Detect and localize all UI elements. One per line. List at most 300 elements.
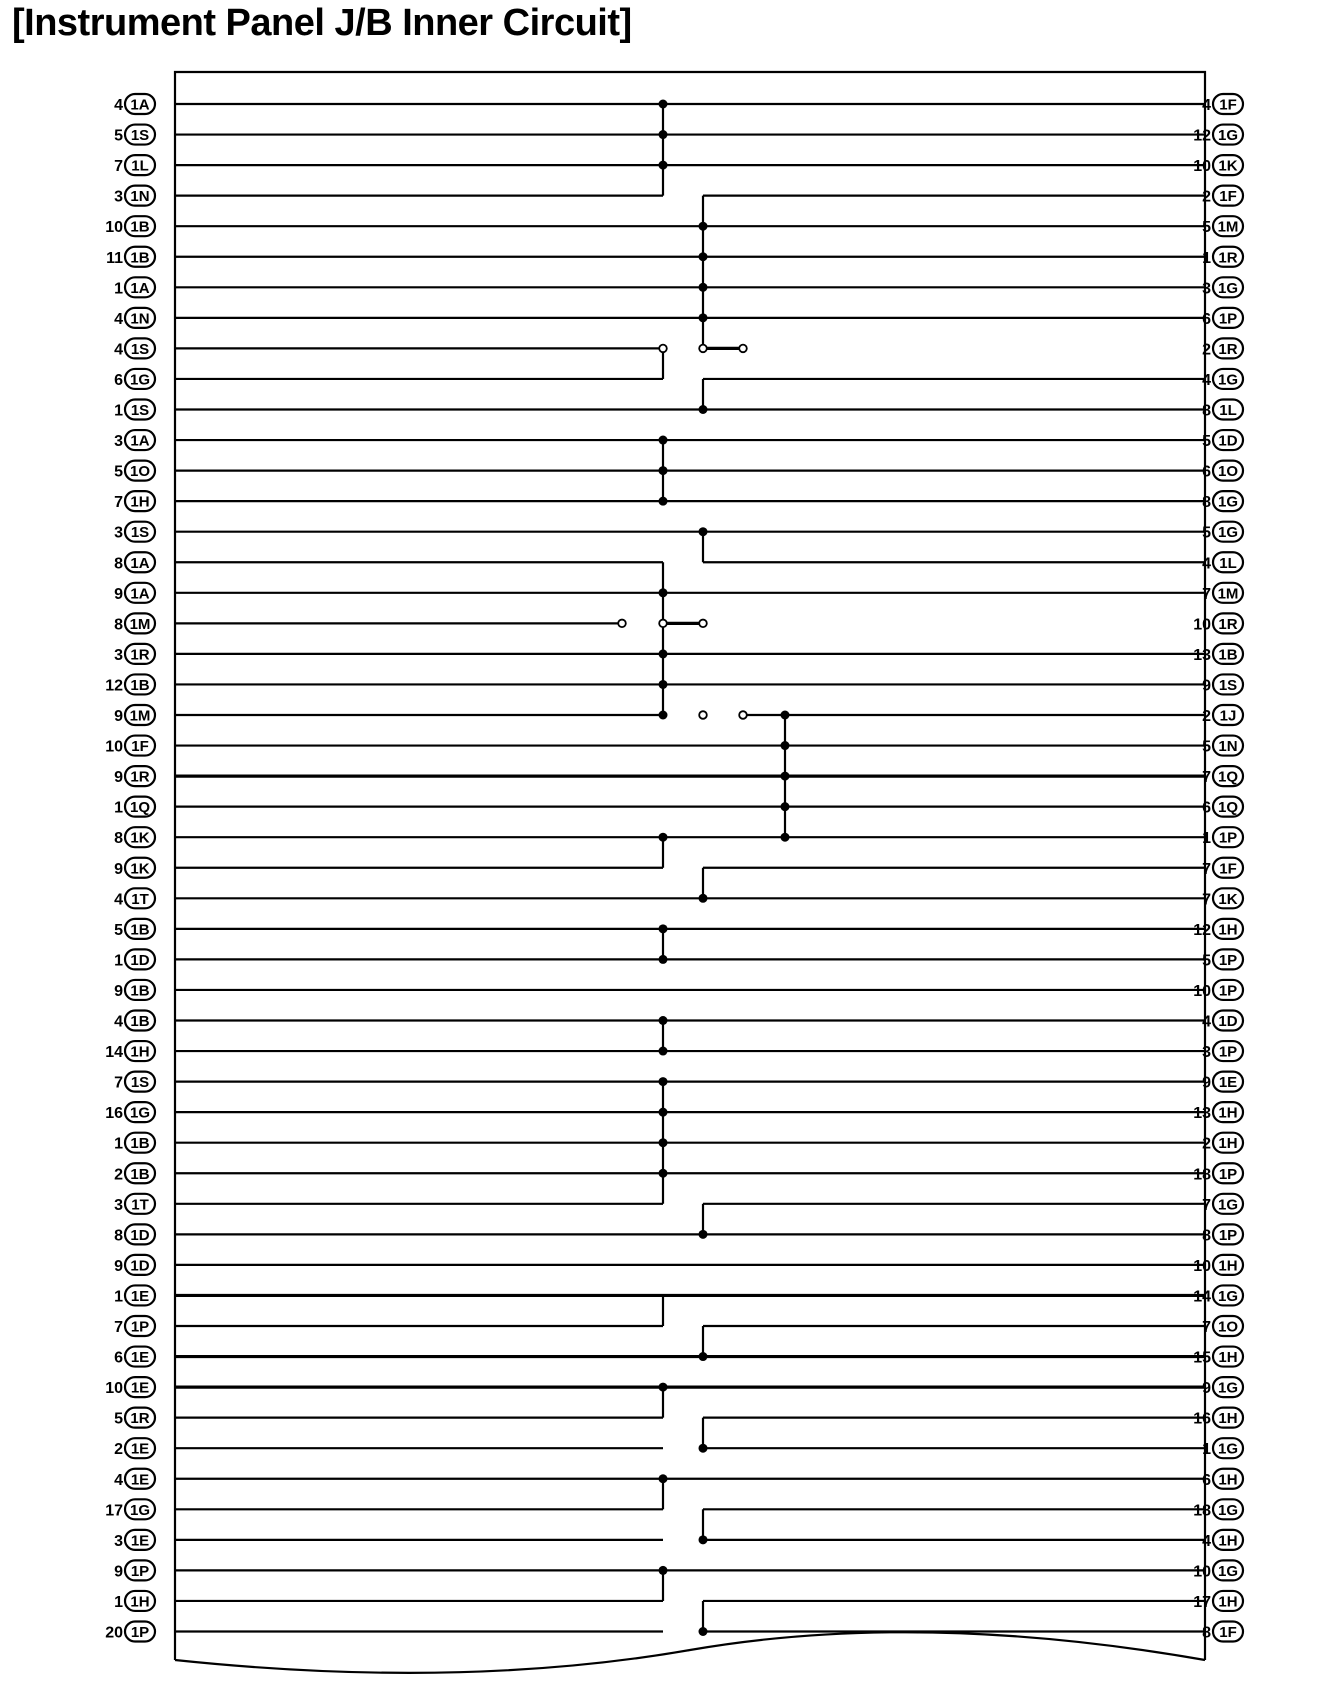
pin-number: 7 bbox=[1202, 891, 1211, 909]
connector-code: 1B bbox=[130, 676, 150, 694]
connector-code: 1G bbox=[1217, 493, 1239, 511]
pin-number: 9 bbox=[1202, 1380, 1211, 1398]
left-terminal bbox=[114, 400, 155, 420]
connector-code: 1K bbox=[130, 860, 150, 878]
right-terminal bbox=[1202, 491, 1243, 511]
pin-number: 1 bbox=[114, 1288, 123, 1306]
connector-code: 1H bbox=[1218, 921, 1238, 939]
connector-code: 1F bbox=[1219, 188, 1237, 206]
right-terminal bbox=[1202, 552, 1243, 572]
junction-dot bbox=[659, 1108, 668, 1117]
pin-number: 9 bbox=[114, 982, 123, 1000]
left-terminal bbox=[114, 949, 155, 969]
pin-number: 2 bbox=[1202, 188, 1211, 206]
left-terminal bbox=[114, 583, 155, 603]
junction-dot bbox=[781, 741, 790, 750]
right-terminal bbox=[1193, 1560, 1243, 1580]
connector-code: 1R bbox=[1218, 249, 1238, 267]
junction-dot bbox=[659, 1016, 668, 1025]
connector-code: 1H bbox=[1218, 1471, 1238, 1489]
left-terminal bbox=[114, 1347, 155, 1367]
connector-code: 1P bbox=[1218, 951, 1238, 969]
pin-number: 8 bbox=[114, 555, 123, 573]
connector-code: 1R bbox=[130, 768, 150, 786]
connector-code: 1B bbox=[130, 249, 150, 267]
connector-code: 1T bbox=[131, 1196, 149, 1214]
pin-number: 7 bbox=[114, 158, 123, 176]
pin-number: 13 bbox=[1193, 646, 1211, 664]
open-junction bbox=[618, 620, 626, 628]
connector-code: 1P bbox=[1218, 310, 1238, 328]
right-terminal bbox=[1202, 705, 1243, 725]
right-terminal bbox=[1202, 1438, 1243, 1458]
connector-code: 1E bbox=[130, 1349, 150, 1367]
connector-code: 1E bbox=[130, 1440, 150, 1458]
left-terminal bbox=[114, 1011, 155, 1031]
connector-code: 1S bbox=[130, 402, 150, 419]
left-terminal bbox=[114, 705, 155, 725]
open-junction bbox=[699, 345, 707, 353]
connector-code: 1F bbox=[1219, 96, 1237, 114]
connector-code: 1O bbox=[129, 463, 151, 481]
connector-code: 1J bbox=[1219, 707, 1237, 725]
right-terminal bbox=[1202, 736, 1243, 756]
left-terminal bbox=[114, 522, 155, 542]
left-terminal bbox=[114, 1224, 155, 1244]
connector-code: 1G bbox=[129, 1501, 151, 1519]
pin-number: 14 bbox=[1193, 1288, 1211, 1306]
pin-number: 1 bbox=[1202, 249, 1211, 267]
right-terminal bbox=[1193, 613, 1243, 633]
left-terminal bbox=[105, 736, 155, 756]
pin-number: 5 bbox=[1202, 952, 1211, 970]
junction-dot bbox=[659, 1138, 668, 1147]
left-terminal bbox=[114, 919, 155, 939]
right-terminal bbox=[1202, 338, 1243, 358]
junction-dot bbox=[699, 283, 708, 292]
connector-code: 1F bbox=[1219, 1624, 1237, 1641]
connector-code: 1B bbox=[1218, 646, 1238, 664]
junction-dot bbox=[659, 680, 668, 689]
pin-number: 6 bbox=[114, 371, 123, 389]
right-terminal bbox=[1193, 919, 1243, 939]
pin-number: 6 bbox=[114, 1349, 123, 1367]
right-terminal bbox=[1202, 186, 1243, 206]
right-terminal bbox=[1202, 1041, 1243, 1061]
connector-code: 1G bbox=[1217, 1440, 1239, 1458]
left-terminal bbox=[114, 613, 155, 633]
junction-dot bbox=[659, 1474, 668, 1483]
pin-number: 7 bbox=[1202, 860, 1211, 878]
connector-code: 1G bbox=[1217, 127, 1239, 145]
junction-dot bbox=[699, 313, 708, 322]
pin-number: 4 bbox=[114, 97, 123, 114]
left-terminal bbox=[114, 980, 155, 1000]
connector-code: 1E bbox=[130, 1532, 150, 1550]
connector-code: 1B bbox=[130, 921, 150, 939]
connector-code: 1H bbox=[130, 493, 150, 511]
connector-code: 1N bbox=[1218, 738, 1238, 756]
junction-dot bbox=[659, 1169, 668, 1178]
right-terminal bbox=[1202, 949, 1243, 969]
left-terminal bbox=[106, 247, 155, 267]
right-terminal bbox=[1202, 1072, 1243, 1092]
left-terminal-column bbox=[105, 94, 155, 1642]
pin-number: 1 bbox=[114, 952, 123, 970]
pin-number: 9 bbox=[114, 860, 123, 878]
left-terminal bbox=[105, 1102, 155, 1122]
right-terminal bbox=[1193, 1102, 1243, 1122]
junction-block-frame bbox=[175, 72, 1205, 1673]
connector-code: 1D bbox=[130, 1226, 150, 1244]
connector-code: 1S bbox=[130, 127, 150, 145]
pin-number: 15 bbox=[1193, 1349, 1211, 1367]
left-terminal bbox=[114, 1316, 155, 1336]
junction-dot bbox=[659, 924, 668, 933]
right-terminal bbox=[1202, 1224, 1243, 1244]
connector-code: 1R bbox=[1218, 615, 1238, 633]
pin-number: 8 bbox=[114, 830, 123, 848]
left-terminal bbox=[114, 94, 155, 114]
right-terminal bbox=[1193, 1408, 1243, 1428]
pin-number: 5 bbox=[114, 463, 123, 481]
diagram-title: [Instrument Panel J/B Inner Circuit] bbox=[12, 2, 632, 44]
pin-number: 1 bbox=[114, 280, 123, 298]
left-terminal bbox=[114, 277, 155, 297]
pin-number: 10 bbox=[105, 1380, 123, 1398]
pin-number: 1 bbox=[114, 799, 123, 817]
pin-number: 16 bbox=[1193, 1410, 1211, 1428]
junction-dot bbox=[699, 527, 708, 536]
pin-number: 8 bbox=[1202, 402, 1211, 420]
junction-dot bbox=[699, 894, 708, 903]
right-terminal bbox=[1202, 827, 1243, 847]
pin-number: 17 bbox=[1193, 1593, 1211, 1611]
pin-number: 6 bbox=[1202, 310, 1211, 328]
connector-code: 1Q bbox=[1217, 799, 1239, 817]
pin-number: 6 bbox=[1202, 799, 1211, 817]
connector-code: 1H bbox=[130, 1043, 150, 1061]
connector-code: 1Q bbox=[129, 799, 151, 817]
right-terminal bbox=[1202, 1133, 1243, 1153]
connector-code: 1K bbox=[1218, 157, 1238, 175]
connector-code: 1D bbox=[1218, 1013, 1238, 1030]
connector-code: 1O bbox=[1217, 1318, 1239, 1336]
right-terminal bbox=[1193, 155, 1243, 175]
left-terminal bbox=[105, 1377, 155, 1397]
pin-number: 14 bbox=[105, 1044, 123, 1062]
left-terminal bbox=[114, 1194, 155, 1214]
open-junction bbox=[739, 711, 747, 719]
pin-number: 4 bbox=[1202, 97, 1211, 114]
left-terminal bbox=[114, 125, 155, 145]
right-terminal bbox=[1202, 888, 1243, 908]
connector-code: 1N bbox=[130, 310, 150, 328]
connector-code: 1M bbox=[1217, 585, 1239, 603]
junction-dot bbox=[781, 802, 790, 811]
pin-number: 5 bbox=[1202, 738, 1211, 756]
pin-number: 5 bbox=[1202, 524, 1211, 542]
connector-code: 1H bbox=[1218, 1135, 1238, 1153]
left-terminal bbox=[105, 1499, 155, 1519]
pin-number: 10 bbox=[105, 219, 123, 237]
left-terminal bbox=[114, 491, 155, 511]
pin-number: 10 bbox=[1193, 1257, 1211, 1275]
left-terminal bbox=[114, 1591, 155, 1611]
connector-code: 1P bbox=[1218, 829, 1238, 847]
pin-number: 4 bbox=[1202, 1532, 1211, 1550]
pin-number: 1 bbox=[114, 402, 123, 420]
connector-code: 1G bbox=[129, 1104, 151, 1122]
left-terminal bbox=[114, 1560, 155, 1580]
pin-number: 9 bbox=[1202, 1074, 1211, 1092]
connector-code: 1H bbox=[1218, 1349, 1238, 1367]
pin-number: 4 bbox=[114, 1471, 123, 1489]
left-terminal bbox=[114, 552, 155, 572]
pin-number: 5 bbox=[1202, 433, 1211, 451]
pin-number: 1 bbox=[1202, 830, 1211, 848]
right-terminal bbox=[1202, 1194, 1243, 1214]
right-terminal bbox=[1193, 1285, 1243, 1305]
pin-number: 7 bbox=[114, 1074, 123, 1092]
pin-number: 4 bbox=[114, 891, 123, 909]
pin-number: 9 bbox=[114, 1257, 123, 1275]
connector-code: 1T bbox=[131, 890, 149, 908]
pin-number: 17 bbox=[105, 1502, 123, 1520]
open-junction bbox=[659, 620, 667, 628]
connector-code: 1B bbox=[130, 218, 150, 236]
right-terminal bbox=[1202, 369, 1243, 389]
pin-number: 8 bbox=[1202, 1227, 1211, 1245]
pin-number: 3 bbox=[1202, 280, 1211, 298]
connector-code: 1L bbox=[1219, 554, 1237, 572]
junction-dot bbox=[699, 405, 708, 414]
pin-number: 3 bbox=[114, 433, 123, 451]
right-terminal bbox=[1193, 980, 1243, 1000]
connector-code: 1B bbox=[130, 982, 150, 1000]
connector-code: 1G bbox=[1217, 371, 1239, 389]
junction-dot bbox=[659, 466, 668, 475]
left-terminal bbox=[114, 1255, 155, 1275]
junction-dot bbox=[659, 436, 668, 445]
connector-code: 1P bbox=[1218, 1043, 1238, 1061]
left-terminal bbox=[114, 1285, 155, 1305]
connector-code: 1G bbox=[129, 371, 151, 389]
connector-code: 1M bbox=[1217, 218, 1239, 236]
connector-code: 1P bbox=[1218, 1165, 1238, 1183]
left-terminal bbox=[114, 1469, 155, 1489]
connector-code: 1D bbox=[130, 951, 150, 969]
left-terminal bbox=[114, 1133, 155, 1153]
left-terminal bbox=[105, 216, 155, 236]
right-terminal bbox=[1202, 1316, 1243, 1336]
connector-code: 1S bbox=[130, 340, 150, 358]
connector-code: 1A bbox=[130, 585, 150, 603]
pin-number: 6 bbox=[1202, 1471, 1211, 1489]
pin-number: 2 bbox=[1202, 708, 1211, 725]
junction-dot bbox=[659, 711, 668, 720]
pin-number: 12 bbox=[1193, 921, 1211, 939]
connector-code: 1H bbox=[1218, 1257, 1238, 1275]
left-terminal bbox=[114, 766, 155, 786]
connector-code: 1H bbox=[1218, 1410, 1238, 1428]
junction-dot bbox=[699, 1352, 708, 1361]
left-terminal bbox=[114, 369, 155, 389]
connector-code: 1A bbox=[130, 96, 150, 114]
right-terminal bbox=[1193, 1255, 1243, 1275]
connector-code: 1A bbox=[130, 279, 150, 297]
connector-code: 1P bbox=[130, 1562, 150, 1580]
left-terminal bbox=[114, 858, 155, 878]
pin-number: 4 bbox=[114, 1013, 123, 1031]
right-terminal bbox=[1202, 797, 1243, 817]
left-terminal bbox=[114, 461, 155, 481]
right-terminal bbox=[1202, 461, 1243, 481]
pin-number: 5 bbox=[114, 921, 123, 939]
pin-number: 20 bbox=[105, 1624, 123, 1642]
connector-code: 1P bbox=[1218, 1226, 1238, 1244]
connector-code: 1K bbox=[130, 829, 150, 847]
pin-number: 9 bbox=[1202, 677, 1211, 695]
right-terminal bbox=[1202, 766, 1243, 786]
pin-number: 4 bbox=[1202, 371, 1211, 389]
junction-dot bbox=[699, 1627, 708, 1636]
junction-dot bbox=[781, 772, 790, 781]
connector-code: 1H bbox=[1218, 1593, 1238, 1611]
left-terminal bbox=[114, 186, 155, 206]
pin-number: 4 bbox=[114, 310, 123, 328]
connector-code: 1E bbox=[130, 1379, 150, 1397]
pin-number: 9 bbox=[114, 708, 123, 725]
junction-dot bbox=[781, 711, 790, 720]
junction-dot bbox=[659, 588, 668, 597]
connector-code: 1G bbox=[1217, 1562, 1239, 1580]
connector-code: 1H bbox=[1218, 1104, 1238, 1122]
pin-number: 2 bbox=[1202, 341, 1211, 359]
junction-dot bbox=[659, 833, 668, 842]
connector-code: 1R bbox=[1218, 340, 1238, 358]
pin-number: 1 bbox=[114, 1135, 123, 1153]
connector-code: 1E bbox=[130, 1287, 150, 1305]
connector-code: 1S bbox=[130, 524, 150, 542]
connector-code: 1B bbox=[130, 1135, 150, 1153]
connector-code: 1L bbox=[131, 157, 149, 175]
junction-dot bbox=[699, 1444, 708, 1453]
open-junction bbox=[699, 711, 707, 719]
pin-number: 8 bbox=[114, 1227, 123, 1245]
pin-number: 4 bbox=[1202, 1013, 1211, 1031]
junction-dot bbox=[699, 1230, 708, 1239]
pin-number: 5 bbox=[1202, 219, 1211, 237]
pin-number: 7 bbox=[1202, 585, 1211, 603]
frame-bottom-break bbox=[175, 1632, 1205, 1673]
connector-code: 1P bbox=[130, 1624, 150, 1641]
connector-code: 1G bbox=[1217, 1379, 1239, 1397]
right-terminal bbox=[1193, 1499, 1243, 1519]
pin-number: 9 bbox=[114, 769, 123, 787]
circuit-wires bbox=[175, 104, 1205, 1632]
pin-number: 7 bbox=[114, 1319, 123, 1336]
connector-code: 1M bbox=[129, 707, 151, 725]
right-terminal bbox=[1202, 858, 1243, 878]
junction-dot bbox=[659, 100, 668, 109]
pin-number: 10 bbox=[1193, 1563, 1211, 1581]
right-terminal bbox=[1193, 644, 1243, 664]
left-terminal bbox=[114, 888, 155, 908]
left-terminal bbox=[114, 644, 155, 664]
pin-number: 1 bbox=[114, 1593, 123, 1611]
right-terminal bbox=[1202, 1469, 1243, 1489]
connector-code: 1H bbox=[130, 1593, 150, 1611]
left-terminal bbox=[105, 1041, 155, 1061]
right-terminal bbox=[1202, 308, 1243, 328]
pin-number: 7 bbox=[1202, 1319, 1211, 1336]
right-terminal bbox=[1202, 400, 1243, 420]
pin-number: 9 bbox=[114, 1563, 123, 1581]
pin-number: 10 bbox=[1193, 616, 1211, 634]
left-terminal bbox=[114, 827, 155, 847]
left-terminal bbox=[114, 1408, 155, 1428]
junction-dot bbox=[659, 1077, 668, 1086]
open-junction bbox=[739, 345, 747, 353]
junction-dot bbox=[659, 130, 668, 139]
connector-code: 1K bbox=[1218, 890, 1238, 908]
connector-code: 1G bbox=[1217, 1196, 1239, 1214]
pin-number: 7 bbox=[1202, 1196, 1211, 1214]
pin-number: 3 bbox=[114, 1196, 123, 1214]
pin-number: 3 bbox=[114, 646, 123, 664]
connector-code: 1G bbox=[1217, 524, 1239, 542]
pin-number: 1 bbox=[1202, 1441, 1211, 1459]
pin-number: 3 bbox=[114, 188, 123, 206]
right-terminal bbox=[1202, 216, 1243, 236]
pin-number: 10 bbox=[1193, 982, 1211, 1000]
left-terminal bbox=[114, 1530, 155, 1550]
connector-code: 1G bbox=[1217, 1287, 1239, 1305]
connector-code: 1E bbox=[130, 1471, 150, 1489]
pin-number: 8 bbox=[1202, 1624, 1211, 1642]
left-terminal bbox=[114, 155, 155, 175]
junction-dot bbox=[659, 1383, 668, 1392]
junction-dot bbox=[659, 161, 668, 170]
pin-number: 8 bbox=[114, 616, 123, 634]
connector-code: 1N bbox=[130, 188, 150, 206]
left-terminal bbox=[114, 797, 155, 817]
right-terminal bbox=[1193, 1591, 1243, 1611]
connector-code: 1E bbox=[1218, 1074, 1238, 1092]
connector-code: 1A bbox=[130, 432, 150, 450]
right-terminal bbox=[1202, 430, 1243, 450]
connector-code: 1P bbox=[1218, 982, 1238, 1000]
pin-number: 8 bbox=[1202, 494, 1211, 512]
right-terminal bbox=[1202, 1377, 1243, 1397]
connector-code: 1D bbox=[130, 1257, 150, 1275]
right-terminal bbox=[1193, 1347, 1243, 1367]
pin-number: 2 bbox=[1202, 1135, 1211, 1153]
pin-number: 4 bbox=[1202, 555, 1211, 573]
connector-code: 1M bbox=[129, 615, 151, 633]
pin-number: 5 bbox=[114, 1410, 123, 1428]
junction-dot bbox=[699, 222, 708, 231]
pin-number: 12 bbox=[105, 677, 123, 695]
junction-dot bbox=[699, 252, 708, 261]
right-terminal bbox=[1202, 277, 1243, 297]
junction-dot bbox=[659, 649, 668, 658]
left-terminal bbox=[105, 1622, 155, 1642]
connector-code: 1G bbox=[1217, 1501, 1239, 1519]
junction-dot bbox=[659, 1047, 668, 1056]
connector-code: 1B bbox=[130, 1013, 150, 1030]
